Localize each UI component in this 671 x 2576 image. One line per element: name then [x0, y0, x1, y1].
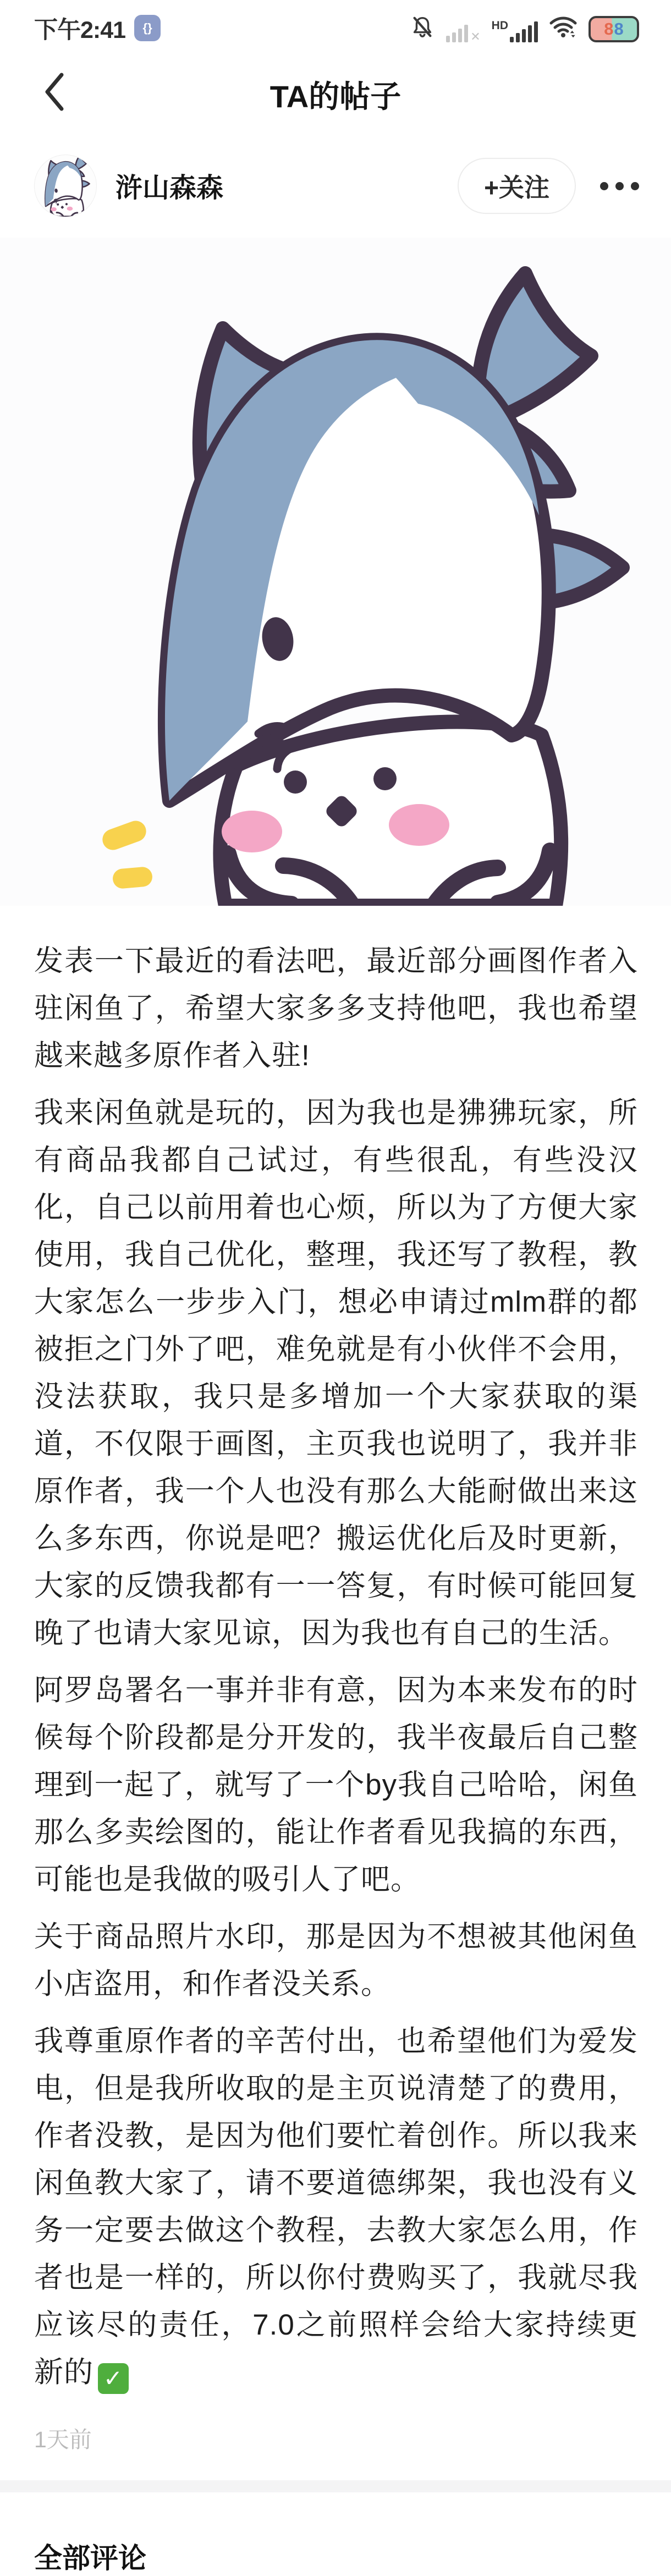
comments-section-title: 全部评论: [34, 2542, 147, 2574]
post-paragraph: 阿罗岛署名一事并非有意，因为本来发布的时候每个阶段都是分开发的，我半夜最后自己整理到一起了，就写了一个by我自己哈哈，闲鱼那么多卖绘图的，能让作者看见我搞的东西，可能也是我做的吸引人了吧。: [34, 1674, 638, 1896]
signal-sim1-icon: ✕: [446, 25, 480, 42]
notification-app-icon: {}: [134, 15, 161, 41]
battery-digit-1: 8: [604, 19, 614, 38]
author-row: [0, 141, 671, 231]
post-timestamp: 1天前: [34, 2427, 92, 2452]
ellipsis-icon: [600, 182, 608, 190]
hd-label: HD: [491, 19, 508, 32]
page-title: TA的帖子: [270, 79, 402, 114]
post-body: [0, 906, 671, 2454]
post-image[interactable]: [0, 238, 671, 906]
post-paragraph: 关于商品照片水印，那是因为不想被其他闲鱼小店盗用，和作者没关系。: [34, 1920, 638, 2000]
follow-button[interactable]: [458, 158, 576, 214]
username[interactable]: 浒山森森: [116, 173, 224, 203]
status-time: 下午2:41: [34, 16, 126, 43]
mute-bell-icon: [410, 14, 435, 42]
battery-digit-2: 8: [614, 19, 624, 38]
post-paragraph: 发表一下最近的看法吧，最近部分画图作者入驻闲鱼了，希望大家多多支持他吧，我也希望越来越多原作者入驻!: [34, 945, 638, 1072]
nav-header: [0, 51, 671, 133]
post-paragraph-text: 我尊重原作者的辛苦付出，也希望他们为爱发电，但是我所收取的是主页说清楚了的费用，作者没教，是因为他们要忙着创作。所以我来闲鱼教大家了，请不要道德绑架，我也没有义务一定要去做这个教程，去教大家怎么用，作者也是一样的，所以你付费购买了，我就尽我应该尽的责任，7.0之前照样会给大家持续更新的: [34, 2025, 638, 2388]
section-divider: [0, 2480, 671, 2492]
follow-button-label: +关注: [484, 173, 549, 202]
wifi-icon: [549, 14, 578, 42]
avatar[interactable]: [34, 155, 97, 217]
battery-icon: [588, 16, 639, 42]
ellipsis-icon: [631, 182, 639, 190]
post-paragraph: 我来闲鱼就是玩的，因为我也是狒狒玩家，所有商品我都自己试过，有些很乱，有些没汉化，自己以前用着也心烦，所以为了方便大家使用，我自己优化，整理，我还写了教程，教大家怎么一步步入门，想必申请过mlm群的都被拒之门外了吧，难免就是有小伙伴不会用，没法获取，我只是多增加一个大家获取的渠道，不仅限于画图，主页我也说明了，我并非原作者，我一个人也没有那么大能耐做出来这么多东西，你说是吧？搬运优化后及时更新，大家的反馈我都有一一答复，有时候可能回复晚了也请大家见谅，因为我也有自己的生活。: [34, 1097, 638, 1649]
signal-sim2-hd-icon: [492, 21, 538, 42]
cat-shark-illustration: [0, 238, 671, 906]
ellipsis-icon: [615, 182, 624, 190]
status-bar: [0, 0, 671, 51]
post-paragraph: [34, 2018, 638, 2396]
more-options-button[interactable]: [600, 158, 639, 214]
check-mark-emoji: ✓: [98, 2363, 129, 2394]
